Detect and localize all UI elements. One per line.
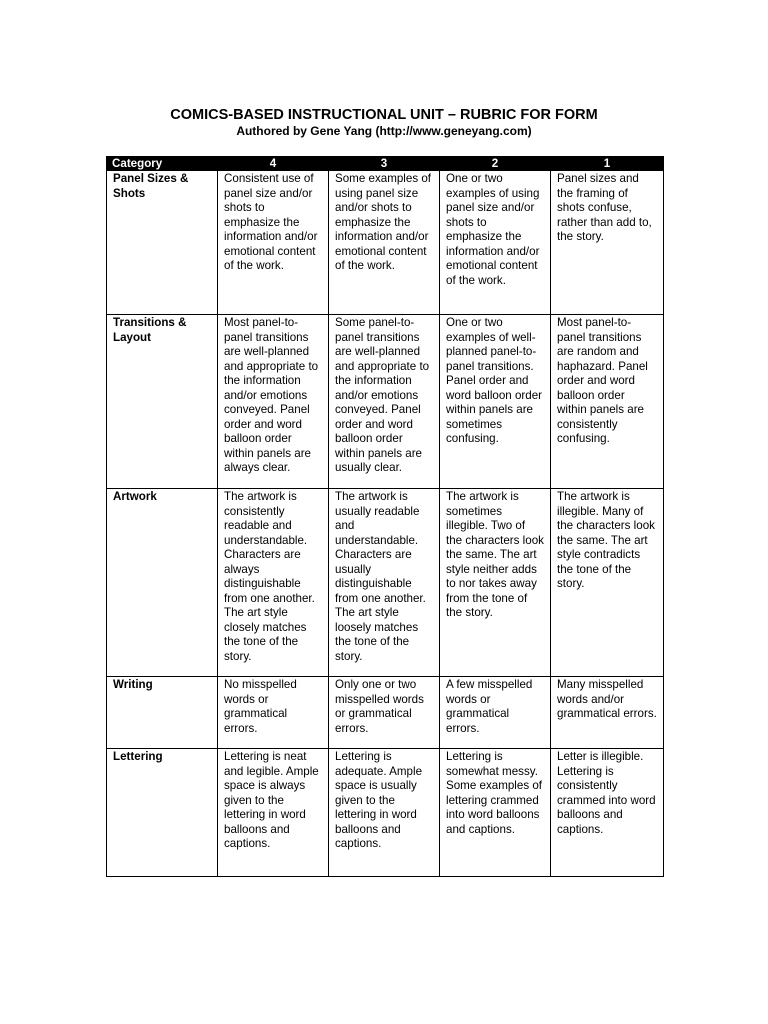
rubric-row-writing bbox=[107, 677, 664, 749]
criterion-cell-1: Panel sizes and the framing of shots confuse, rather than add to, the story. bbox=[551, 171, 664, 315]
criterion-cell-1: Many misspelled words and/or grammatical errors. bbox=[551, 677, 664, 749]
rubric-row-artwork bbox=[107, 489, 664, 677]
category-cell: Transitions & Layout bbox=[107, 315, 218, 489]
rubric-row-panel-sizes bbox=[107, 171, 664, 315]
category-cell: Artwork bbox=[107, 489, 218, 677]
header-score-4: 4 bbox=[218, 157, 329, 171]
criterion-cell-3: Some panel-to-panel transitions are well-planned and appropriate to the information and/or emotions conveyed. Panel order and word balloon order within panels are usually clear. bbox=[329, 315, 440, 489]
category-cell: Lettering bbox=[107, 749, 218, 877]
criterion-cell-1: The artwork is illegible. Many of the characters look the same. The art style contradicts the tone of the story. bbox=[551, 489, 664, 677]
criterion-cell-3: The artwork is usually readable and understandable. Characters are usually distinguishable from one another. The art style loosely matches the tone of the story. bbox=[329, 489, 440, 677]
document-subtitle: Authored by Gene Yang (http://www.geneyang.com) bbox=[236, 124, 532, 138]
header-category: Category bbox=[107, 157, 218, 171]
header-score-1: 1 bbox=[551, 157, 664, 171]
rubric-row-lettering bbox=[107, 749, 664, 877]
header-score-3: 3 bbox=[329, 157, 440, 171]
category-cell: Panel Sizes & Shots bbox=[107, 171, 218, 315]
rubric-row-transitions bbox=[107, 315, 664, 489]
criterion-cell-4: Consistent use of panel size and/or shots to emphasize the information and/or emotional content of the work. bbox=[218, 171, 329, 315]
criterion-cell-3: Lettering is adequate. Ample space is usually given to the lettering in word balloons and captions. bbox=[329, 749, 440, 877]
criterion-cell-4: Lettering is neat and legible. Ample space is always given to the lettering in word balloons and captions. bbox=[218, 749, 329, 877]
criterion-cell-4: Most panel-to-panel transitions are well-planned and appropriate to the information and/or emotions conveyed. Panel order and word balloon order within panels are always clear. bbox=[218, 315, 329, 489]
criterion-cell-2: One or two examples of well-planned panel-to-panel transitions. Panel order and word balloon order within panels are sometimes confusing. bbox=[440, 315, 551, 489]
criterion-cell-4: No misspelled words or grammatical errors. bbox=[218, 677, 329, 749]
rubric-body bbox=[107, 171, 664, 877]
criterion-cell-2: One or two examples of using panel size and/or shots to emphasize the information and/or emotional content of the work. bbox=[440, 171, 551, 315]
criterion-cell-1: Most panel-to-panel transitions are random and haphazard. Panel order and word balloon order within panels are consistently confusing. bbox=[551, 315, 664, 489]
category-cell: Writing bbox=[107, 677, 218, 749]
rubric-table bbox=[106, 156, 664, 877]
rubric-header bbox=[107, 157, 664, 171]
criterion-cell-3: Only one or two misspelled words or grammatical errors. bbox=[329, 677, 440, 749]
criterion-cell-1: Letter is illegible. Lettering is consistently crammed into word balloons and captions. bbox=[551, 749, 664, 877]
header-row bbox=[107, 157, 664, 171]
criterion-cell-4: The artwork is consistently readable and understandable. Characters are always distinguishable from one another. The art style closely matches the tone of the story. bbox=[218, 489, 329, 677]
criterion-cell-3: Some examples of using panel size and/or shots to emphasize the information and/or emotional content of the work. bbox=[329, 171, 440, 315]
criterion-cell-2: Lettering is somewhat messy. Some examples of lettering crammed into word balloons and captions. bbox=[440, 749, 551, 877]
criterion-cell-2: The artwork is sometimes illegible. Two of the characters look the same. The art style neither adds to nor takes away from the tone of the story. bbox=[440, 489, 551, 677]
criterion-cell-2: A few misspelled words or grammatical errors. bbox=[440, 677, 551, 749]
header-score-2: 2 bbox=[440, 157, 551, 171]
document-title: COMICS-BASED INSTRUCTIONAL UNIT – RUBRIC FOR FORM bbox=[170, 107, 598, 123]
